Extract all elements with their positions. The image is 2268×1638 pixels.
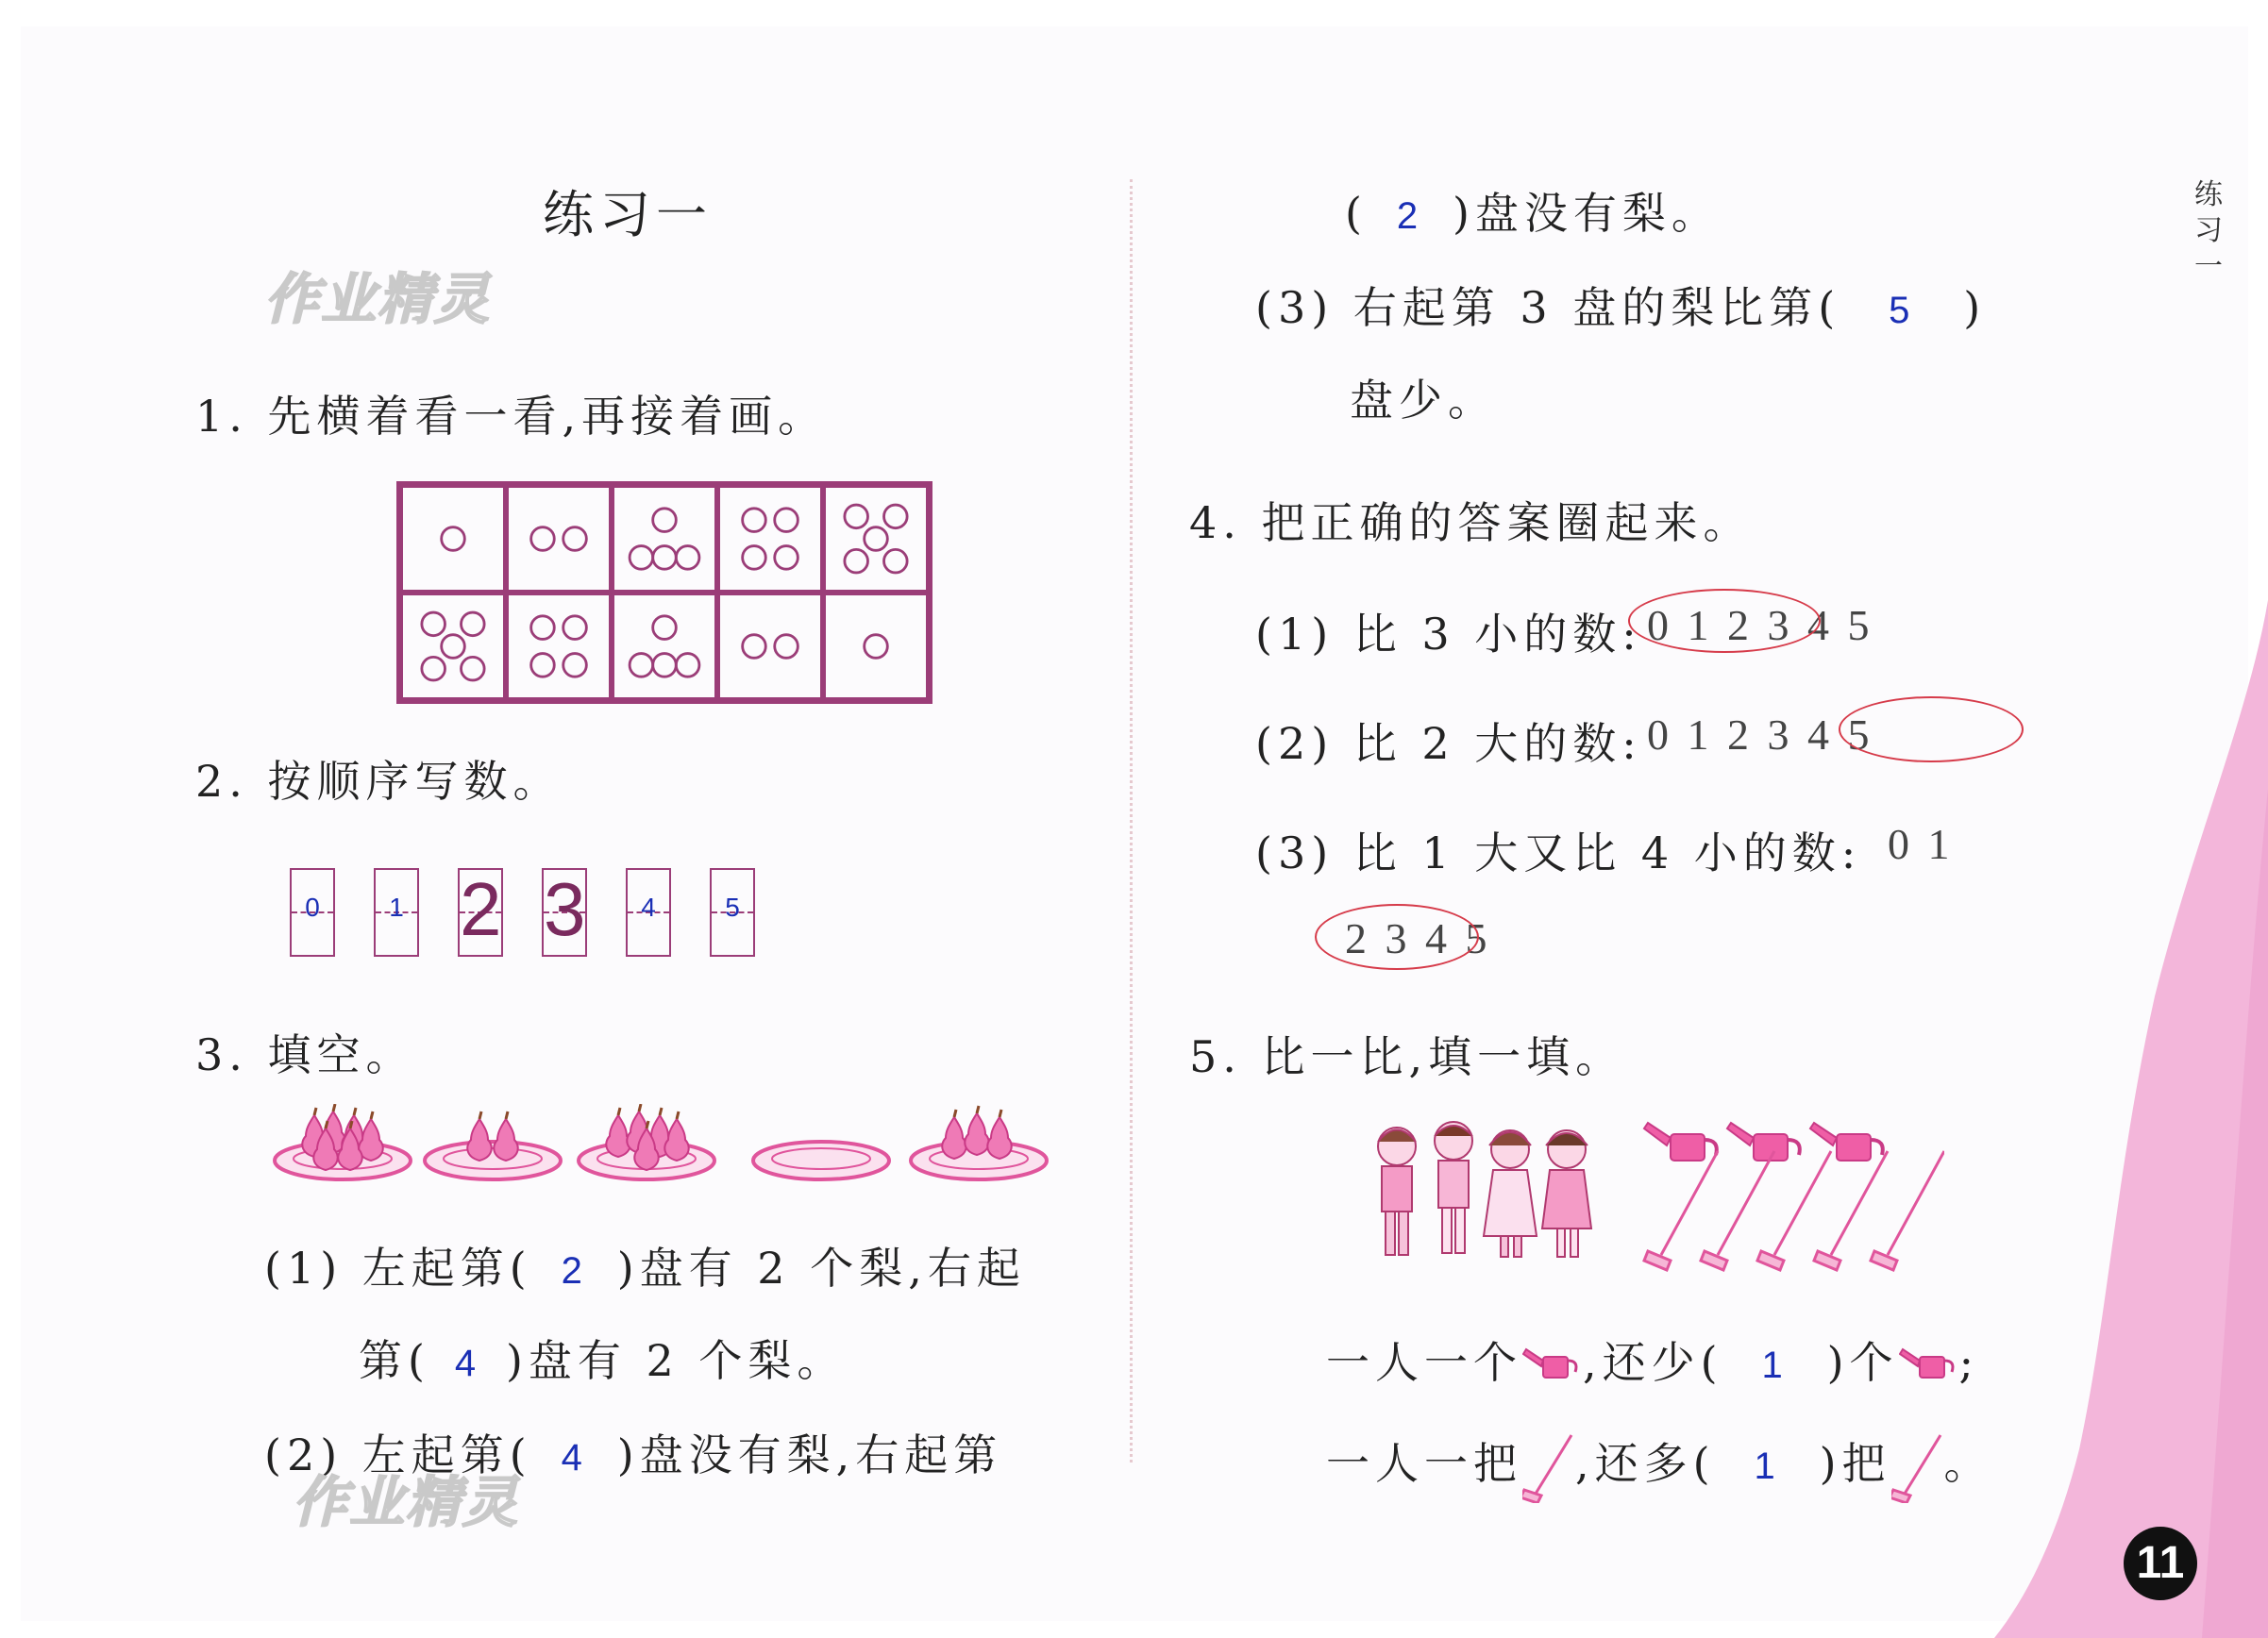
answer-circle-4-1 <box>1628 589 1821 653</box>
question-3-1-line1 <box>264 1234 1026 1296</box>
text: ,还少( <box>1583 1337 1723 1388</box>
grid-cell <box>612 485 717 593</box>
text: (1) 左起第( <box>264 1243 532 1294</box>
grid-cell <box>400 593 506 700</box>
grid-cell <box>823 485 929 593</box>
text: ) <box>1963 282 1987 333</box>
number-2: 2 <box>460 867 502 951</box>
text: 一人一个 <box>1326 1337 1522 1388</box>
dot-pattern-grid <box>396 481 932 704</box>
grid-cell <box>506 593 612 700</box>
question-3-3-line1 <box>1255 274 1986 336</box>
kids-cans-mops-illustration <box>1359 1113 1944 1274</box>
question-4-3-label: (3) 比 1 大又比 4 小的数: <box>1255 827 1862 878</box>
question-3: 3. 填空。 <box>195 1029 415 1080</box>
text: )盘有 2 个梨。 <box>505 1335 847 1386</box>
number-3: 3 <box>544 867 586 951</box>
text: (3) 右起第 3 盘的梨比第( <box>1255 282 1841 333</box>
number-box-0 <box>290 868 335 957</box>
text: ( <box>1345 188 1368 239</box>
watering-can-icon <box>1899 1344 1959 1385</box>
question-4-2-label: (2) 比 2 大的数: <box>1255 718 1642 769</box>
question-4-2-numbers: 0 1 2 3 4 5 <box>1647 710 1873 759</box>
grid-cell <box>506 485 612 593</box>
answer: 5 <box>1889 290 1916 331</box>
question-4-3-numbers-a: 0 1 <box>1888 820 1954 868</box>
pear-plates-illustration <box>269 1104 1052 1198</box>
answer: 4 <box>454 1343 482 1384</box>
question-4: 4. 把正确的答案圈起来。 <box>1189 497 1753 548</box>
kids <box>1378 1122 1591 1257</box>
question-4-1-label: (1) 比 3 小的数: <box>1255 609 1642 660</box>
page-number: 11 <box>2124 1527 2197 1600</box>
question-3-2-line2 <box>1345 179 1721 242</box>
number-box-3 <box>542 868 587 957</box>
answer-circle-4-3 <box>1315 904 1479 970</box>
answer: 1 <box>1761 1345 1789 1386</box>
question-5: 5. 比一比,填一填。 <box>1189 1031 1625 1082</box>
question-2: 2. 按顺序写数。 <box>195 756 563 807</box>
watering-cans <box>1644 1123 1883 1161</box>
text: )把 <box>1819 1438 1891 1489</box>
watermark-2: 作业精灵 <box>293 1472 520 1533</box>
question-5-2 <box>1326 1429 1993 1503</box>
answer: 2 <box>1396 195 1424 237</box>
text: 一人一把 <box>1326 1438 1522 1489</box>
number-box-5 <box>710 868 755 957</box>
grid-cell <box>717 593 823 700</box>
text: (2) 左起第( <box>264 1429 532 1480</box>
text: ; <box>1958 1337 1980 1388</box>
number-0: 0 <box>305 893 320 922</box>
answer-circle-4-2 <box>1839 696 2024 762</box>
pink-corner-decoration <box>1966 600 2268 1638</box>
text: )盘没有梨。 <box>1452 188 1721 239</box>
mops <box>1644 1151 1944 1270</box>
page-title: 练习一 <box>543 185 713 244</box>
question-4-3-numbers-b: 2 3 4 5 <box>1345 914 1491 962</box>
grid-cell <box>612 593 717 700</box>
number-box-2 <box>458 868 503 957</box>
question-5-1 <box>1326 1329 1979 1391</box>
answer: 2 <box>561 1250 588 1292</box>
answer: 4 <box>561 1437 588 1479</box>
answer: 1 <box>1754 1446 1781 1487</box>
question-3-1-line2 <box>359 1327 846 1389</box>
text: 第( <box>359 1335 430 1386</box>
question-3-3-line2: 盘少。 <box>1350 375 1497 426</box>
number-box-1 <box>374 868 419 957</box>
number-1: 1 <box>389 893 404 922</box>
text: )盘有 2 个梨,右起 <box>616 1243 1026 1294</box>
side-label: 练 习 一 <box>2194 178 2223 283</box>
mop-icon <box>1522 1433 1575 1503</box>
number-4: 4 <box>641 893 656 922</box>
grid-cell <box>823 593 929 700</box>
mop-icon <box>1891 1433 1944 1503</box>
text: )盘没有梨,右起第 <box>616 1429 1003 1480</box>
page-divider <box>1130 179 1133 1462</box>
question-1: 1. 先横着看一看,再接着画。 <box>195 391 828 442</box>
grid-cell <box>400 485 506 593</box>
text: )个 <box>1826 1337 1899 1388</box>
watermark: 作业精灵 <box>264 269 492 330</box>
question-4-1-numbers: 0 1 2 3 4 5 <box>1647 601 1873 649</box>
watering-can-icon <box>1522 1344 1583 1385</box>
text: 。 <box>1943 1438 1993 1489</box>
grid-cell <box>717 485 823 593</box>
number-5: 5 <box>725 893 740 922</box>
text: ,还多( <box>1575 1438 1716 1489</box>
number-box-4 <box>626 868 671 957</box>
